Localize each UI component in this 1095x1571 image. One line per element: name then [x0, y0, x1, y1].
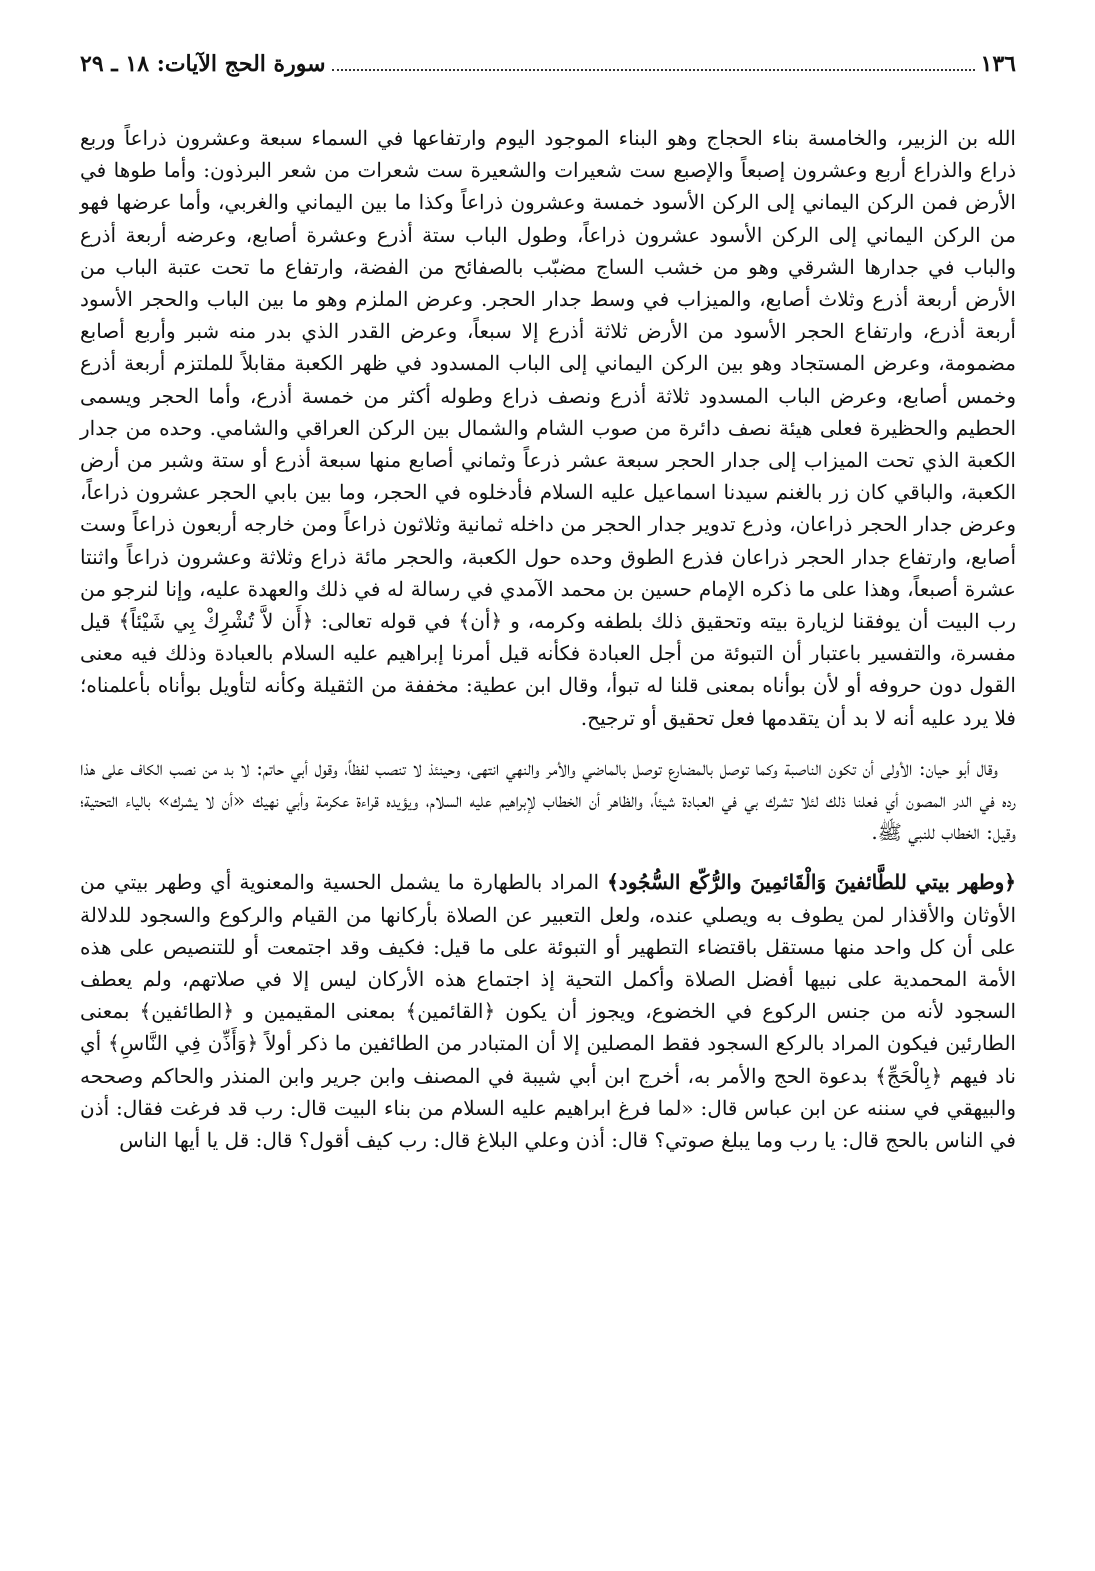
page-header: [80, 50, 1016, 86]
paragraph-3: [80, 866, 1016, 1156]
quranic-verse: ﴿وطهر بيتي للطَّائفينَ وَالْقَائمِينَ والرُّكّع السُّجُود﴾: [607, 870, 1016, 895]
running-title: سورة الحج الآيات: ١٨ ـ ٢٩: [80, 51, 326, 77]
page-number: ١٣٦: [980, 51, 1016, 77]
paragraph-2: وقال أبو حيان: الأولى أن تكون الناصبة وكما توصل بالمضارع توصل بالماضي والأمر والنهي انتهى، وحينئذ لا تنصب لفظاً، وقول أبي حاتم: لا بد من نصب الكاف على هذا رده في الدر المصون أي فعلنا ذلك لئلا تشرك بي في العبادة شيئاً، والظاهر أن الخطاب لإبراهيم عليه السلام، ويؤيده قراءة عكرمة وأبي نهيك «أن لا يشرك» بالياء التحتية؛ وقيل: الخطاب للنبي ﷺ.: [80, 755, 1016, 845]
paragraph-3-text: المراد بالطهارة ما يشمل الحسية والمعنوية أي وطهر بيتي من الأوثان والأقذار لمن يطوف به ويصلي عنده، ولعل التعبير عن الصلاة بأركانها من القيام والركوع والسجود للدلالة على أن كل واحد منها مستقل باقتضاء التطهير أو التبوئة على ما قيل: فكيف وقد اجتمعت أو للتنصيص على هذه الأمة المحمدية على نبيها أفضل الصلاة وأكمل التحية إذ اجتماع هذه الأركان ليس إلا في صلاتهم، ولم يعطف السجود لأنه من جنس الركوع في الخضوع، ويجوز أن يكون ﴿القائمين﴾ بمعنى المقيمين و ﴿الطائفين﴾ بمعنى الطارئين فيكون المراد بالركع السجود فقط المصلين إلا أن المتبادر من الطائفين ما ذكر أولاً ﴿وَأَذِّن فِي النَّاسِ﴾ أي ناد فيهم ﴿بِالْحَجِّ﴾ بدعوة الحج والأمر به، أخرج ابن أبي شيبة في المصنف وابن جرير وابن المنذر والحاكم وصححه والبيهقي في سننه عن ابن عباس قال: «لما فرغ ابراهيم عليه السلام من بناء البيت قال: رب قد فرغت فقال: أذن في الناس بالحج قال: يا رب وما يبلغ صوتي؟ قال: أذن وعلي البلاغ قال: رب كيف أقول؟ قال: قل يا أيها الناس: [80, 870, 1016, 1153]
paragraph-1: الله بن الزبير، والخامسة بناء الحجاج وهو البناء الموجود اليوم وارتفاعها في السماء سبعة وعشرون ذراعاً وربع ذراع والذراع أربع وعشرون إصبعاً والإصبع ست شعيرات والشعيرة ست شعرات من شعر البرذون: وأما طوها في الأرض فمن الركن اليماني إلى الركن الأسود خمسة وعشرون ذراعاً وكذا ما بين اليماني والغربي، وأما عرضها فهو من الركن اليماني إلى الركن الأسود عشرون ذراعاً، وطول الباب ستة أذرع وعشرة أصابع، وعرضه أربعة أذرع والباب في جدارها الشرقي وهو من خشب الساج مضبّب بالصفائح من الفضة، وارتفاع ما تحت عتبة الباب من الأرض أربعة أذرع وثلاث أصابع، والميزاب في وسط جدار الحجر. وعرض الملزم وهو ما بين الباب والحجر الأسود أربعة أذرع، وارتفاع الحجر الأسود من الأرض ثلاثة أذرع إلا سبعاً، وعرض القدر الذي بدر منه شبر وأربع أصابع مضمومة، وعرض المستجاد وهو بين الركن اليماني إلى الباب المسدود في ظهر الكعبة مقابلاً للملتزم أربعة أذرع وخمس أصابع، وعرض الباب المسدود ثلاثة أذرع ونصف ذراع وطوله أكثر من خمسة أذرع، وأما الحجر ويسمى الحطيم والحظيرة فعلى هيئة نصف دائرة من صوب الشام والشمال بين الركن العراقي والشامي. وحده من جدار الكعبة الذي تحت الميزاب إلى جدار الحجر سبعة عشر ذرعاً وثماني أصابع منها سبعة أذرع أو ستة وشبر من أرض الكعبة، والباقي كان زر بالغنم سيدنا اسماعيل عليه السلام فأدخلوه في الحجر، وما بين بابي الحجر عشرون ذراعاً، وعرض جدار الحجر ذراعان، وذرع تدوير جدار الحجر من داخله ثمانية وثلاثون ذراعاً ومن خارجه أربعون ذراعاً وست أصابع، وارتفاع جدار الحجر ذراعان فذرع الطوق وحده حول الكعبة، والحجر مائة ذراع وثلاثة وعشرون ذراعاً واثنتا عشرة أصبعاً، وهذا على ما ذكره الإمام حسين بن محمد الآمدي في رسالة له في ذلك والعهدة عليه، وإنا لنرجو من رب البيت أن يوفقنا لزيارة بيته وتحقيق ذلك بلطفه وكرمه، و ﴿أن﴾ في قوله تعالى: ﴿أَن لاَّ تُشْرِكْ بِي شَيْئاً﴾ قيل مفسرة، والتفسير باعتبار أن التبوئة من أجل العبادة فكأنه قيل أمرنا إبراهيم عليه السلام بالعبادة وذلك فيه معنى القول دون حروفه أو لأن بوأناه بمعنى قلنا له تبوأ، وقال ابن عطية: مخففة من الثقيلة وكأنه لتأويل بوأناه بأعلمناه؛ فلا يرد عليه أنه لا بد أن يتقدمها فعل تحقيق أو ترجيح.: [80, 126, 1016, 730]
header-dot-leader: [332, 67, 975, 71]
document-page: [80, 50, 1016, 1530]
